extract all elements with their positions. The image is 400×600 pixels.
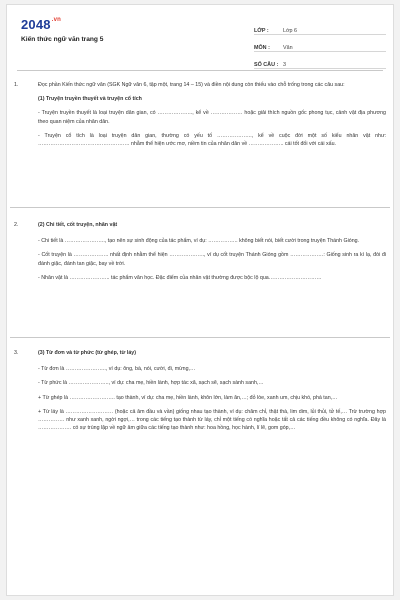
question-number: 2. <box>14 222 19 228</box>
meta-table <box>254 18 386 69</box>
site-logo[interactable] <box>21 17 61 32</box>
fill-in-paragraph: - Truyện cổ tích là loại truyện dân gian, thường có yếu tố ……………….., kể về cuộc đời một số kiểu nhân vật như: ……………………………………………. nhằm thể hiện ước mơ, niềm tin của nhân dân về ……………….. cái tốt đối với cái xấu. <box>38 132 386 148</box>
fill-in-paragraph: - Truyện truyền thuyết là loại truyện dân gian, có ……………….., kể về ……………… hoặc giải thích nguồn gốc phong tục, cảnh vật địa phương theo quan niệm của nhân dân. <box>38 110 386 125</box>
meta-value-subject: Văn <box>283 45 293 51</box>
meta-value-question-count: 3 <box>283 62 286 68</box>
fill-in-paragraph: - Chi tiết là ………………….., tạo nên sự sinh động của tác phẩm, ví dụ: …………….. không biết nói, biết cười trong truyện Thánh Gióng. <box>38 238 360 245</box>
section-divider <box>10 337 390 338</box>
question-intro: Đọc phần Kiến thức ngữ văn (SGK Ngữ văn 6, tập một, trang 14 – 15) và điền nội dung còn thiếu vào chỗ trống trong các câu sau: <box>38 82 345 88</box>
logo-tld: .vn <box>51 17 62 23</box>
meta-row-subject <box>254 35 386 52</box>
section-divider <box>10 207 390 208</box>
fill-in-paragraph: + Từ ghép là …………………….. tạo thành, ví dụ: cha mẹ, hiền lành, khôn lớn, làm ăn,…; đỏ lòe, xanh um, chịu khó, phá tan,… <box>38 394 338 401</box>
meta-label-class: LỚP : <box>254 28 269 34</box>
meta-row-question-count <box>254 52 386 69</box>
section-heading: (1) Truyện truyền thuyết và truyện cổ tích <box>38 96 142 103</box>
header-divider <box>17 70 383 71</box>
fill-in-paragraph: - Từ đơn là ………………….., ví dụ: ông, bà, nói, cười, đi, mừng,… <box>38 366 196 373</box>
question-2 <box>14 221 386 288</box>
logo-name: 2048 <box>21 17 51 32</box>
question-1-header <box>14 81 386 89</box>
fill-in-paragraph: - Từ phức là ………………….., ví dụ: cha mẹ, hiền lành, hợp tác xã, sạch sẽ, sạch sành sanh,… <box>38 380 264 387</box>
question-number: 3. <box>14 350 19 356</box>
meta-label-question-count: SỐ CÂU : <box>254 62 279 68</box>
document-title: Kiến thức ngữ văn trang 5 <box>21 36 104 43</box>
meta-label-subject: MÔN : <box>254 45 270 51</box>
meta-value-class: Lớp 6 <box>283 28 298 34</box>
question-3-header <box>14 349 386 357</box>
meta-row-class <box>254 18 386 35</box>
section-heading: (2) Chi tiết, cốt truyện, nhân vật <box>38 222 118 228</box>
question-3 <box>14 349 386 438</box>
section-heading: (3) Từ đơn và từ phức (từ ghép, từ láy) <box>38 350 136 356</box>
fill-in-paragraph: - Nhân vật là ………………….. tác phẩm văn học. Đặc điểm của nhân vật thường được bộc lộ qua………………………… <box>38 274 322 281</box>
fill-in-paragraph: + Từ láy là ……………………… (hoặc cả âm đầu và vần) giống nhau tạo thành, ví dụ: chăm chỉ, thật thà, lim dim, lủi thủi, tử tế,… Trừ trường hợp …………… như xanh xanh, ngời ngợi,… trong các tiếng tạo thành từ láy, chỉ một tiếng có nghĩa hoặc tất cả các tiếng đều không có nghĩa. Đây là ………………. có sự trùng lặp về ngữ âm giữa các tiếng tạo thành như: hoa hồng, học hành, lí lẽ, gom góp,… <box>38 408 386 432</box>
question-number: 1. <box>14 82 19 88</box>
fill-in-paragraph: - Cốt truyện là ……………….. nhất định nhằm thể hiện ……………….., ví dụ cốt truyện Thánh Gióng gồm ……………….: Giống sinh ra kì lạ, đòi đi đánh giặc, đánh tan giặc, bay về trời. <box>38 252 386 267</box>
question-2-header <box>14 221 386 229</box>
question-1 <box>14 81 386 154</box>
